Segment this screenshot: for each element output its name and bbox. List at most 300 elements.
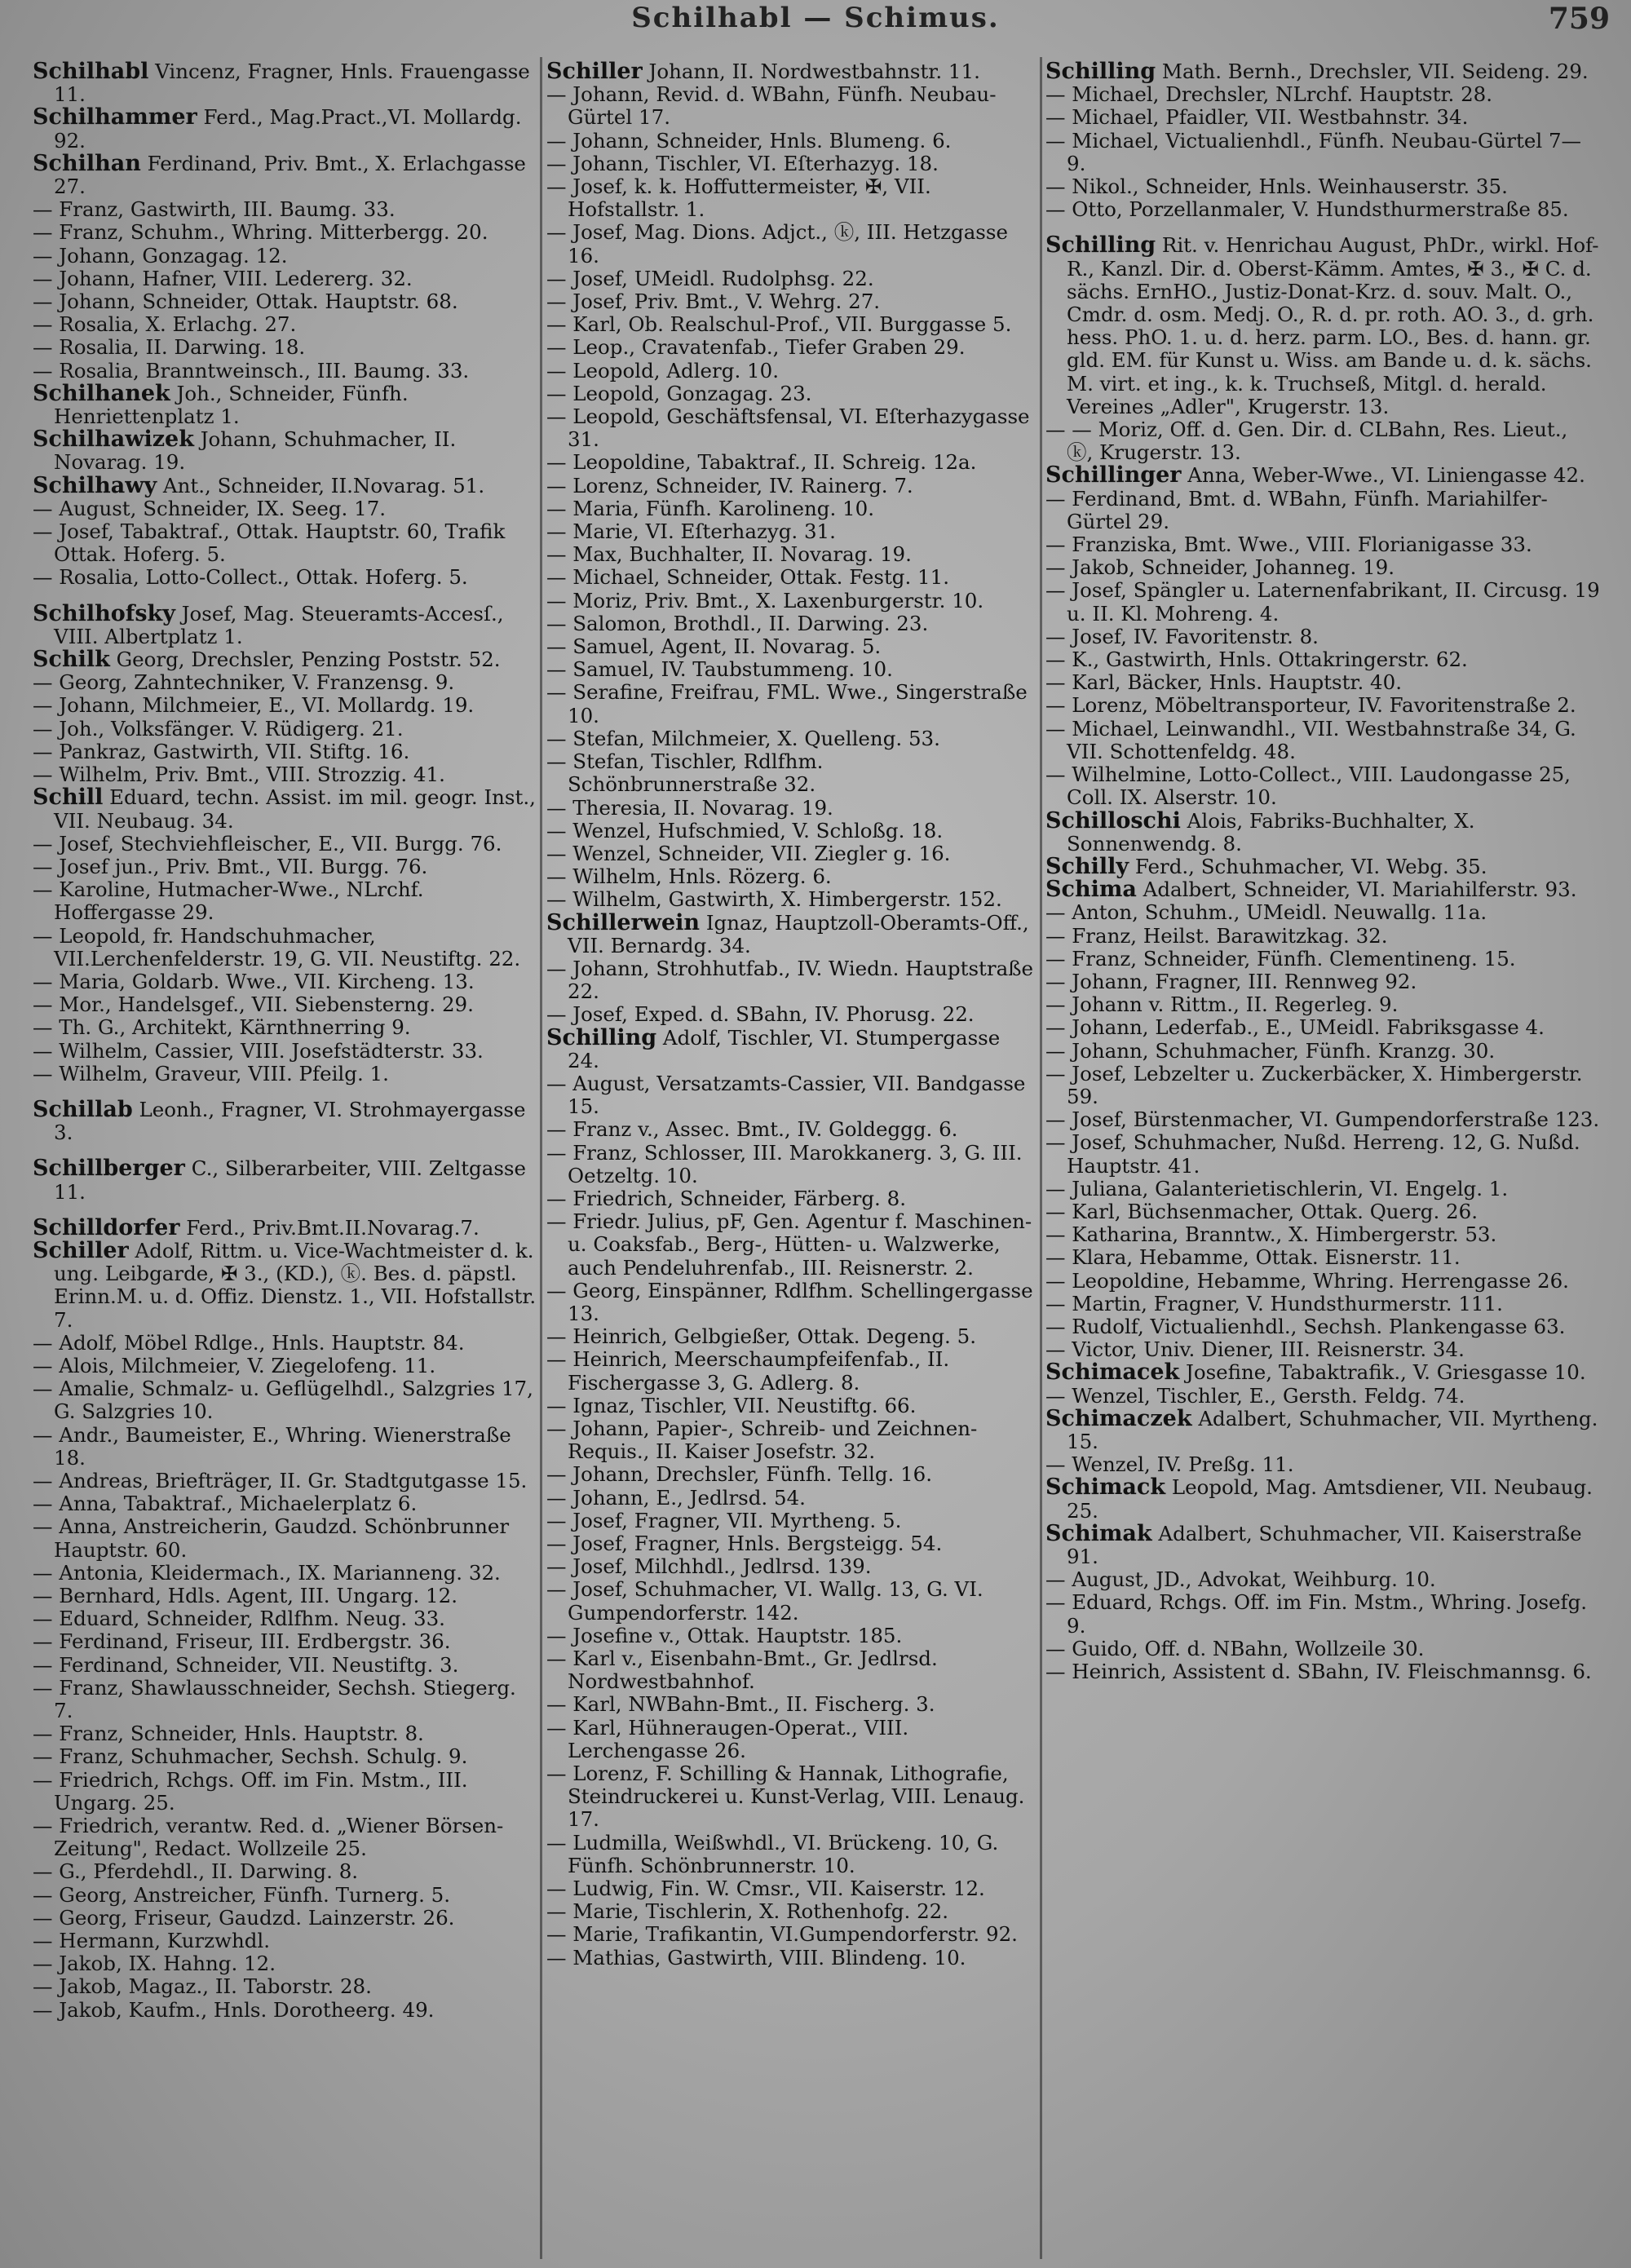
entry-text: — K., Gastwirth, Hnls. Ottakringerstr. 62. [1045, 648, 1468, 672]
entry-text: — Karl, Hühneraugen-Operat., VIII. Lerchengasse 26. [546, 1715, 909, 1762]
directory-entry [1045, 234, 1600, 418]
directory-entry [546, 820, 1036, 842]
directory-entry [1045, 1338, 1600, 1361]
entry-text: — Johann, Schneider, Ottak. Hauptstr. 68. [33, 290, 458, 314]
entry-text: Johann, II. Nordwestbahnstr. 11. [642, 60, 980, 83]
entry-text: — Wilhelmine, Lotto-Collect., VIII. Laudongasse 25, Coll. IX. Alserstr. 10. [1045, 763, 1571, 810]
entry-text: — Serafine, Freifrau, FML. Wwe., Singerstraße 10. [546, 680, 1028, 727]
directory-entry [546, 888, 1036, 911]
entry-text: Joh., Schneider, Fünfh. Henriettenplatz 1. [54, 381, 409, 429]
entry-text: Ant., Schneider, II.Novarag. 51. [157, 473, 485, 497]
directory-entry [33, 993, 537, 1016]
directory-entry [1045, 1315, 1600, 1338]
entry-text: — Johann, Strohhutfab., IV. Wiedn. Hauptstraße 22. [546, 956, 1034, 1004]
directory-entry [33, 718, 537, 741]
directory-entry [33, 382, 537, 428]
entry-surname: Schill [33, 785, 104, 811]
directory-entry [33, 1884, 537, 1907]
entry-text: — Ferdinand, Friseur, III. Erdbergstr. 36. [33, 1629, 451, 1654]
entry-text: — Josef, UMeidl. Rudolphsg. 22. [546, 266, 874, 290]
directory-entry [546, 1578, 1036, 1624]
entry-text: — Karl, Bäcker, Hnls. Hauptstr. 40. [1045, 670, 1402, 695]
entry-text: — Franz, Heilst. Barawitzkag. 32. [1045, 923, 1388, 948]
entry-text: — Amalie, Schmalz- u. Geflügelhdl., Salzgries 17, G. Salzgries 10. [33, 1377, 533, 1424]
directory-entry [546, 221, 1036, 267]
directory-entry [33, 878, 537, 924]
directory-entry [546, 1142, 1036, 1187]
directory-entry [1045, 175, 1600, 198]
entry-text: Ferd., Schuhmacher, VI. Webg. 35. [1129, 854, 1487, 878]
directory-entry [33, 360, 537, 382]
directory-entry [546, 130, 1036, 153]
entry-text: Ferd., Priv.Bmt.II.Novarag.7. [179, 1215, 480, 1240]
directory-entry [546, 1510, 1036, 1532]
directory-entry [546, 681, 1036, 727]
entry-text: — Friedrich, verantw. Red. d. „Wiener Börsen-Zeitung", Redact. Wollzeile 25. [33, 1814, 504, 1861]
entry-text: — Victor, Univ. Diener, III. Reisnerstr. 34. [1045, 1337, 1465, 1362]
directory-entry [1045, 106, 1600, 129]
entry-surname: Schimacek [1045, 1359, 1180, 1386]
entry-surname: Schiller [33, 1237, 129, 1263]
directory-entry [33, 855, 537, 878]
directory-entry [1045, 763, 1600, 809]
directory-entry [33, 1745, 537, 1768]
entry-text: Josef, Mag. Steueramts-Accesſ., VIII. Albertplatz 1. [54, 601, 504, 648]
directory-entry [1045, 1063, 1600, 1108]
entry-text: — Friedr. Julius, pF, Gen. Agentur f. Maschinen- u. Coaksfab., Berg-, Hütten- u. Walzwerke, auch Pendeluhrenfab., III. Reisnerstr. 2. [546, 1209, 1032, 1280]
directory-entry [546, 1003, 1036, 1026]
directory-entry [33, 1999, 537, 2022]
directory-entry [546, 1762, 1036, 1832]
directory-entry [33, 1952, 537, 1975]
entry-surname: Schilk [33, 647, 110, 673]
directory-entry [33, 763, 537, 786]
entry-text: Anna, Weber-Wwe., VI. Liniengasse 42. [1181, 463, 1585, 488]
directory-entry [546, 1417, 1036, 1463]
directory-entry [546, 1877, 1036, 1900]
entry-text: — Franz v., Assec. Bmt., IV. Goldeggg. 6. [546, 1117, 958, 1142]
directory-entry [546, 1487, 1036, 1510]
entry-text: — Wenzel, Hufschmied, V. Schloßg. 18. [546, 818, 944, 842]
directory-entry [546, 797, 1036, 820]
entry-text: — Ferdinand, Schneider, VII. Neustiftg. 3. [33, 1652, 459, 1677]
column-rule [1040, 57, 1042, 2259]
directory-entry [546, 382, 1036, 405]
entry-text: — Johann, Revid. d. WBahn, Fünfh. Neubau-Gürtel 17. [546, 82, 997, 130]
directory-entry [1045, 1246, 1600, 1269]
entry-text: — Georg, Einspänner, Rdlfhm. Schellingergasse 13. [546, 1278, 1033, 1325]
directory-entry [33, 671, 537, 694]
entry-text: — Jakob, Magaz., II. Taborstr. 28. [33, 1974, 372, 1999]
entry-text: — Josef, Priv. Bmt., V. Wehrg. 27. [546, 290, 881, 314]
entry-text: — Johann, Gonzagag. 12. [33, 243, 288, 267]
directory-entry [546, 957, 1036, 1003]
directory-entry [1045, 807, 1600, 855]
directory-entry [546, 750, 1036, 796]
directory-entry [546, 658, 1036, 681]
directory-entry [1045, 464, 1600, 487]
directory-entry [33, 290, 537, 313]
entry-text: — Josef, Stechviehfleischer, E., VII. Burgg. 76. [33, 831, 502, 855]
directory-entry [1045, 1040, 1600, 1063]
directory-entry [1045, 970, 1600, 993]
entry-text: — Josef, Mag. Dions. Adjct., ⓚ, III. Hetzgasse 16. [546, 220, 1008, 267]
entry-text: — Georg, Zahntechniker, V. Franzensg. 9. [33, 670, 455, 695]
entry-text: — Wilhelm, Gastwirth, X. Himbergerstr. 152. [546, 887, 1002, 912]
entry-text: — Karoline, Hutmacher-Wwe., NLrchf. Hoffergasse 29. [33, 878, 424, 925]
entry-text: — Johann v. Rittm., II. Regerleg. 9. [1045, 993, 1399, 1017]
entry-text: Adalbert, Schneider, VI. Mariahilferstr. 93. [1136, 878, 1577, 902]
directory-entry [1045, 418, 1600, 464]
entry-text: Rit. v. Henrichau August, PhDr., wirkl. Hof-R., Kanzl. Dir. d. Oberst-Kämm. Amtes, ✠ 3., ✠ C. d. sächs. ErnHO., Justiz-Donat-Krz. d. souv. Malt. O., Cmdr. d. osm. Medj. O., R. d. pr. roth. AO. 3., d. grh. hess. PhO. 1. u. d. herz. parm. LO., Bes. d. hann. gr. gld. EM. für Kunst u. Wiss. am Bande u. d. k. sächs. M. virt. et ing., k. k. Truchseß, Mitgl. d. herald. Vereines „Adler", Krugerstr. 13. [1067, 233, 1599, 418]
directory-entry [33, 1860, 537, 1883]
entry-text: — Johann, E., Jedlrsd. 54. [546, 1485, 806, 1510]
page-number: 759 [1548, 2, 1610, 36]
entry-surname: Schimak [1045, 1520, 1152, 1546]
entry-text: — Johann, Fragner, III. Rennweg 92. [1045, 969, 1417, 993]
entry-text: — Juliana, Galanterietischlerin, VI. Engelg. 1. [1045, 1176, 1509, 1200]
directory-entry [33, 1907, 537, 1930]
directory-entry [546, 83, 1036, 129]
entry-text: — Josefine v., Ottak. Hauptstr. 185. [546, 1623, 903, 1647]
entry-text: — Michael, Leinwandhl., VII. Westbahnstraße 34, G. VII. Schottenfeldg. 48. [1045, 716, 1576, 763]
directory-entry [1045, 993, 1600, 1016]
entry-text: — Anton, Schuhm., UMeidl. Neuwallg. 11a. [1045, 900, 1487, 925]
entry-text: — Ferdinand, Bmt. d. WBahn, Fünfh. Mariahilfer-Gürtel 29. [1045, 486, 1548, 533]
entry-text: — Salomon, Brothdl., II. Darwing. 23. [546, 611, 929, 635]
entry-text: — Anna, Anstreicherin, Gaudzd. Schönbrunner Hauptstr. 60. [33, 1514, 510, 1562]
entry-text: — Moriz, Priv. Bmt., X. Laxenburgerstr. 10. [546, 588, 984, 612]
entry-text: — Johann, Papier-, Schreib- und Zeichnen-Requis., II. Kaiser Josefstr. 32. [546, 1416, 978, 1464]
directory-entry [33, 970, 537, 993]
entry-surname: Schilhammer [33, 104, 197, 130]
directory-entry [546, 360, 1036, 382]
entry-text: — Samuel, IV. Taubstummeng. 10. [546, 657, 893, 682]
entry-text: — Johann, Tischler, VI. Eſterhazyg. 18. [546, 151, 939, 175]
directory-entry [546, 1647, 1036, 1693]
entry-text: — Heinrich, Gelbgießer, Ottak. Degeng. 5. [546, 1324, 977, 1349]
entry-surname: Schillinger [1045, 462, 1182, 489]
entry-text: — Th. G., Architekt, Kärnthnerring 9. [33, 1015, 411, 1040]
directory-entry [1045, 60, 1600, 83]
entry-text: — Marie, Tischlerin, X. Rothenhofg. 22. [546, 1899, 949, 1924]
directory-entry [546, 497, 1036, 520]
directory-entry [546, 612, 1036, 635]
entry-text: — Johann, Milchmeier, E., VI. Mollardg. 19. [33, 693, 475, 718]
directory-entry [1045, 1131, 1600, 1177]
directory-entry [1045, 579, 1600, 625]
entry-text: — Max, Buchhalter, II. Novarag. 19. [546, 542, 912, 567]
entry-text: — Rosalia, II. Darwing. 18. [33, 335, 306, 360]
directory-entry [1045, 718, 1600, 763]
entry-text: — Guido, Off. d. NBahn, Wollzeile 30. [1045, 1636, 1425, 1660]
entry-text: — Katharina, Branntw., X. Himbergerstr. 53. [1045, 1222, 1497, 1247]
directory-entry [1045, 1361, 1600, 1384]
entry-text: — Samuel, Agent, II. Novarag. 5. [546, 634, 882, 659]
directory-entry [1045, 648, 1600, 671]
directory-entry [33, 472, 537, 498]
directory-entry [1045, 694, 1600, 717]
entry-text: — Michael, Schneider, Ottak. Festg. 11. [546, 565, 950, 590]
directory-entry [1045, 1405, 1600, 1453]
directory-entry [1045, 878, 1600, 901]
directory-entry [546, 153, 1036, 175]
entry-text: — Karl v., Eisenbahn-Bmt., Gr. Jedlrsd. Nordwestbahnhof. [546, 1647, 938, 1694]
directory-entry [33, 1040, 537, 1063]
directory-entry [1045, 1660, 1600, 1683]
entry-text: — Franziska, Bmt. Wwe., VIII. Florianigasse 33. [1045, 533, 1532, 557]
entry-text: — Andr., Baumeister, E., Whring. Wienerstraße 18. [33, 1422, 511, 1470]
entry-text: — Lorenz, Schneider, IV. Rainerg. 7. [546, 473, 913, 497]
directory-entry [33, 741, 537, 763]
entry-text: — Marie, Trafikantin, VI.Gumpendorferstr. 92. [546, 1922, 1018, 1947]
entry-text: — Leop., Cravatenfab., Tiefer Graben 29. [546, 335, 966, 360]
directory-entry [1045, 1385, 1600, 1408]
entry-text: — Josef, Exped. d. SBahn, IV. Phorusg. 22. [546, 1002, 975, 1027]
entry-text: — Josef, Schuhmacher, Nußd. Herreng. 12, G. Nußd. Hauptstr. 41. [1045, 1130, 1580, 1178]
entry-text: — Rudolf, Victualienhdl., Sechsh. Plankengasse 63. [1045, 1314, 1566, 1338]
entry-text: — Otto, Porzellanmaler, V. Hundsthurmerstraße 85. [1045, 197, 1569, 222]
entry-text: — Bernhard, Hdls. Agent, III. Ungarg. 12. [33, 1584, 458, 1607]
entry-text: — Karl, NWBahn-Bmt., II. Fischerg. 3. [546, 1692, 935, 1717]
entry-text: — Ignaz, Tischler, VII. Neustiftg. 66. [546, 1393, 917, 1417]
entry-text: — Adolf, Möbel Rdlge., Hnls. Hauptstr. 84. [33, 1330, 465, 1355]
directory-entry [33, 106, 537, 152]
directory-entry [33, 1722, 537, 1745]
entry-text: — Karl, Ob. Realschul-Prof., VII. Burggasse 5. [546, 312, 1012, 337]
entry-surname: Schimaczek [1045, 1405, 1192, 1431]
entry-text: — Wenzel, Tischler, E., Gersth. Feldg. 74. [1045, 1383, 1465, 1408]
entry-text: Adolf, Tischler, VI. Stumpergasse 24. [568, 1025, 1001, 1072]
directory-entry [546, 590, 1036, 612]
directory-entry [546, 267, 1036, 290]
directory-entry [546, 1532, 1036, 1555]
directory-entry [546, 1118, 1036, 1141]
directory-entry [33, 694, 537, 717]
entry-surname: Schilhawizek [33, 427, 194, 453]
entry-text: — August, Schneider, IX. Seeg. 17. [33, 496, 387, 520]
directory-entry [546, 1717, 1036, 1762]
directory-entry [546, 290, 1036, 313]
entry-text: — Josef, k. k. Hoffuttermeister, ✠, VII. Hofstallstr. 1. [546, 175, 931, 222]
entry-text: — Johann, Lederfab., E., UMeidl. Fabriksgasse 4. [1045, 1015, 1545, 1040]
entry-text: — Johann, Schuhmacher, Fünfh. Kranzg. 30. [1045, 1038, 1496, 1063]
directory-entry [546, 1280, 1036, 1325]
directory-entry [546, 727, 1036, 750]
directory-entry [1045, 83, 1600, 106]
directory-entry [33, 198, 537, 221]
directory-entry [33, 1424, 537, 1470]
directory-entry [33, 1562, 537, 1585]
entry-text: — Mathias, Gastwirth, VIII. Blindeng. 10. [546, 1945, 966, 1970]
directory-entry [546, 566, 1036, 589]
directory-entry [546, 60, 1036, 83]
entry-text: — Jakob, Kaufm., Hnls. Dorotheerg. 49. [33, 1997, 435, 2022]
entry-text: — Josef, Fragner, VII. Myrtheng. 5. [546, 1508, 902, 1532]
entry-text: — Franz, Schneider, Hnls. Hauptstr. 8. [33, 1722, 424, 1746]
entry-surname: Schilling [1045, 60, 1156, 84]
directory-entry [33, 833, 537, 855]
entry-text: — Josef, Lebzelter u. Zuckerbäcker, X. Himbergerstr. 59. [1045, 1061, 1583, 1108]
entry-text: — Michael, Pfaidler, VII. Westbahnstr. 34. [1045, 105, 1469, 130]
directory-entry [33, 1975, 537, 1998]
column-3 [1045, 60, 1600, 2254]
directory-entry [33, 336, 537, 359]
entry-text: — Maria, Fünfh. Karolineng. 10. [546, 496, 875, 520]
entry-text: — — Moriz, Off. d. Gen. Dir. d. CLBahn, Res. Lieut., ⓚ, Krugerstr. 13. [1045, 418, 1568, 465]
directory-entry [33, 1063, 537, 1085]
entry-text: Johann, Schuhmacher, II. Novarag. 19. [54, 427, 457, 475]
directory-entry [546, 842, 1036, 865]
entry-text: Leonh., Fragner, VI. Strohmayergasse 3. [54, 1097, 526, 1145]
page-header [0, 0, 1631, 49]
entry-text: — Eduard, Schneider, Rdlfhm. Neug. 33. [33, 1607, 445, 1631]
entry-surname: Schilling [1045, 232, 1156, 259]
entry-text: — Josef jun., Priv. Bmt., VII. Burgg. 76. [33, 854, 428, 878]
directory-entry [33, 1016, 537, 1039]
entry-text: — Josef, Milchhdl., Jedlrsd. 139. [546, 1554, 872, 1579]
entry-text: Adalbert, Schuhmacher, VII. Kaiserstraße 91. [1067, 1521, 1582, 1568]
entry-surname: Schilldorfer [33, 1214, 180, 1240]
directory-entry [33, 1096, 537, 1145]
entry-surname: Schilloschi [1045, 807, 1181, 833]
directory-entry [33, 60, 537, 106]
column-rule [540, 57, 542, 2259]
entry-text: C., Silberarbeiter, VIII. Zeltgasse 11. [54, 1156, 526, 1204]
directory-entry [1045, 1638, 1600, 1660]
entry-text: — Franz, Shawlausschneider, Sechsh. Stiegerg. 7. [33, 1675, 516, 1723]
entry-text: — August, Versatzamts-Cassier, VII. Bandgasse 15. [546, 1071, 1026, 1119]
entry-text: — Pankraz, Gastwirth, VII. Stiftg. 16. [33, 739, 410, 763]
directory-entry [1045, 1293, 1600, 1315]
entry-text: Ferdinand, Priv. Bmt., X. Erlachgasse 27. [54, 151, 526, 199]
entry-surname: Schimack [1045, 1474, 1166, 1501]
directory-entry [33, 1214, 537, 1240]
entry-text: Eduard, techn. Assist. im mil. geogr. Inst., VII. Neubaug. 34. [54, 785, 536, 833]
directory-entry [546, 475, 1036, 497]
entry-text: — Stefan, Tischler, Rdlfhm. Schönbrunnerstraße 32. [546, 749, 824, 797]
directory-entry [33, 1585, 537, 1607]
directory-entry [546, 405, 1036, 451]
entry-text: — Klara, Hebamme, Ottak. Eisnerstr. 11. [1045, 1245, 1461, 1270]
entry-text: — Heinrich, Meerschaumpfeifenfab., II. Fischergasse 3, G. Adlerg. 8. [546, 1347, 950, 1395]
entry-text: — Anna, Tabaktraf., Michaelerplatz 6. [33, 1492, 418, 1516]
entry-text: — Leopold, Adlerg. 10. [546, 358, 779, 382]
directory-entry [33, 1470, 537, 1492]
directory-entry [546, 1555, 1036, 1578]
entry-text: — Leopoldine, Hebamme, Whring. Herrengasse 26. [1045, 1268, 1569, 1293]
directory-entry [1045, 198, 1600, 221]
entry-text: Adolf, Rittm. u. Vice-Wachtmeister d. k. ung. Leibgarde, ✠ 3., (KD.), ⓚ. Bes. d. päpstl. Erinn.M. u. d. Offiz. Dienstz. 1., VII. Hofstallstr. 7. [54, 1238, 537, 1332]
directory-entry [33, 428, 537, 474]
column-1 [33, 60, 537, 2254]
entry-text: — Josef, Schuhmacher, VI. Wallg. 13, G. VI. Gumpendorferstr. 142. [546, 1577, 983, 1625]
entry-text: — Eduard, Rchgs. Off. im Fin. Mstm., Whring. Josefg. 9. [1045, 1590, 1588, 1638]
entry-text: — Alois, Milchmeier, V. Ziegelofeng. 11. [33, 1353, 436, 1377]
entry-text: — Ludwig, Fin. W. Cmsr., VII. Kaiserstr. 12. [546, 1877, 985, 1901]
directory-entry [33, 566, 537, 589]
directory-entry [33, 1355, 537, 1377]
directory-entry [33, 1630, 537, 1653]
directory-entry [33, 221, 537, 244]
entry-text: Georg, Drechsler, Penzing Poststr. 52. [109, 648, 501, 672]
entry-text: — Jakob, Schneider, Johanneg. 19. [1045, 555, 1395, 580]
entry-text: — Martin, Fragner, V. Hundsthurmerstr. 111. [1045, 1291, 1503, 1315]
entry-surname: Schillab [33, 1096, 133, 1122]
entry-text: — Franz, Schuhmacher, Sechsh. Schulg. 9. [33, 1744, 468, 1769]
directory-entry [33, 1769, 537, 1815]
directory-entry [1045, 556, 1600, 579]
entry-text: Leopold, Mag. Amtsdiener, VII. Neubaug. 25. [1067, 1475, 1593, 1523]
directory-entry [546, 1187, 1036, 1210]
entry-surname: Schilhanek [33, 380, 170, 406]
directory-entry [1045, 1453, 1600, 1476]
entry-text: — Georg, Anstreicher, Fünfh. Turnerg. 5. [33, 1882, 451, 1907]
directory-entry [1045, 130, 1600, 175]
directory-entry [1045, 1178, 1600, 1200]
entry-surname: Schilhofsky [33, 600, 175, 626]
entry-text: — Leopold, Geschäftsfensal, VI. Eſterhazygasse 31. [546, 405, 1030, 452]
directory-entry [33, 1607, 537, 1630]
directory-entry [546, 635, 1036, 658]
directory-entry [546, 1693, 1036, 1716]
directory-entry [33, 245, 537, 267]
entry-text: — Rosalia, Lotto-Collect., Ottak. Hoferg. 5. [33, 565, 468, 590]
entry-surname: Schillberger [33, 1156, 185, 1182]
directory-entry [33, 1492, 537, 1515]
directory-entry [546, 909, 1036, 957]
directory-entry [546, 865, 1036, 888]
entry-text: — Jakob, IX. Hahng. 12. [33, 1952, 276, 1976]
entry-text: Josefine, Tabaktrafik., V. Griesgasse 10. [1179, 1360, 1586, 1385]
directory-entry [33, 1332, 537, 1355]
entry-text: — Wilhelm, Cassier, VIII. Josefstädterstr. 33. [33, 1038, 484, 1063]
entry-text: — Johann, Hafner, VIII. Ledererg. 32. [33, 266, 413, 290]
directory-entry [546, 1024, 1036, 1072]
directory-entry [546, 1463, 1036, 1486]
directory-entry [546, 520, 1036, 543]
entry-surname: Schilhabl [33, 60, 149, 84]
entry-text: — Leopoldine, Tabaktraf., II. Schreig. 12a. [546, 450, 977, 475]
directory-entry [1045, 901, 1600, 924]
entry-text: — Josef, IV. Favoritenstr. 8. [1045, 624, 1319, 648]
entry-text: — Wilhelm, Hnls. Rözerg. 6. [546, 864, 832, 889]
directory-entry [1045, 1476, 1600, 1522]
directory-entry [33, 1377, 537, 1423]
entry-text: — Josef, Tabaktraf., Ottak. Hauptstr. 60, Trafik Ottak. Hoferg. 5. [33, 519, 506, 567]
entry-text: — Theresia, II. Novarag. 19. [546, 795, 833, 820]
directory-entry [1045, 626, 1600, 648]
directory-entry [546, 1348, 1036, 1394]
directory-entry [33, 150, 537, 199]
entry-text: — Rosalia, X. Erlachg. 27. [33, 312, 297, 337]
directory-entry [1045, 1568, 1600, 1591]
entry-text: — Josef, Bürstenmacher, VI. Gumpendorferstraße 123. [1045, 1107, 1600, 1132]
entry-text: — Leopold, fr. Handschuhmacher, VII.Lerchenfelderstr. 19, G. VII. Neustiftg. 22. [33, 923, 521, 970]
directory-entry [1045, 1591, 1600, 1637]
entry-text: — Heinrich, Assistent d. SBahn, IV. Fleischmannsg. 6. [1045, 1660, 1592, 1684]
entry-text: Ferd., Mag.Pract.,VI. Mollardg. 92. [54, 105, 522, 153]
directory-entry [546, 1947, 1036, 1970]
entry-text: — Wenzel, IV. Preßg. 11. [1045, 1452, 1294, 1477]
directory-entry [1045, 488, 1600, 533]
entry-text: — Antonia, Kleidermach., IX. Marianneng. 32. [33, 1560, 501, 1585]
directory-entry [33, 267, 537, 290]
directory-entry [33, 1654, 537, 1677]
entry-text: — Nikol., Schneider, Hnls. Weinhauserstr. 35. [1045, 175, 1508, 199]
entry-text: — Lorenz, F. Schilling & Hannak, Lithografie, Steindruckerei u. Kunst-Verlag, VIII. Lenaug. 17. [546, 1762, 1025, 1832]
entry-text: — Maria, Goldarb. Wwe., VII. Kircheng. 13. [33, 969, 475, 993]
